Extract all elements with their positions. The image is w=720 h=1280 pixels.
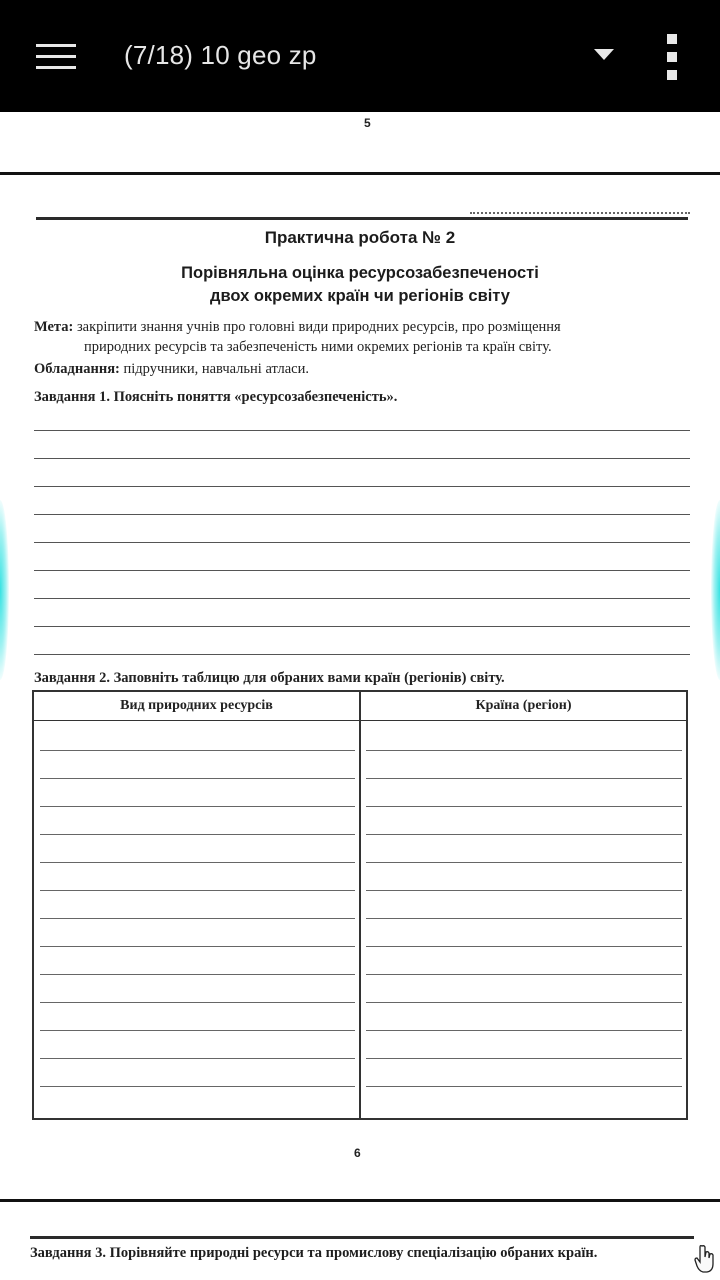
answer-line <box>34 598 690 599</box>
task-3-heading: Завдання 3. Порівняйте природні ресурси та промислову спеціалізацію обраних країн. <box>30 1245 598 1261</box>
table-row-line <box>40 750 355 751</box>
table-row-line <box>366 1086 682 1087</box>
table-row-line <box>40 1058 355 1059</box>
header-rule <box>36 217 688 220</box>
table-row-line <box>40 806 355 807</box>
resources-table <box>32 690 688 1120</box>
hamburger-menu-icon[interactable] <box>36 44 76 70</box>
dropdown-arrow-icon[interactable] <box>594 49 614 60</box>
table-row-line <box>366 778 682 779</box>
goal-label: Мета: <box>34 319 74 335</box>
table-row-line <box>40 890 355 891</box>
table-row-line <box>366 918 682 919</box>
answer-line <box>34 458 690 459</box>
page-title: Практична робота № 2 <box>264 228 456 247</box>
document-title: (7/18) 10 geo zp <box>124 40 317 70</box>
scroll-edge-glow-right <box>711 500 720 680</box>
table-row-line <box>40 974 355 975</box>
table-row-line <box>366 1058 682 1059</box>
table-row-line <box>40 778 355 779</box>
answer-line <box>34 654 690 655</box>
task-2-heading: Завдання 2. Заповніть таблицю для обраних вами країн (регіонів) світу. <box>34 670 505 686</box>
table-row-line <box>40 834 355 835</box>
subtitle-line-2: двох окремих країн чи регіонів світу <box>210 287 510 305</box>
page-number-middle: 6 <box>354 1146 361 1160</box>
table-row-line <box>40 918 355 919</box>
scroll-edge-glow-left <box>0 500 9 680</box>
answer-line <box>34 542 690 543</box>
goal-text-1: закріпити знання учнів про головні види природних ресурсів, про розміщення <box>76 319 561 335</box>
answer-line <box>34 486 690 487</box>
table-column-divider <box>359 692 361 1120</box>
equipment-text: підручники, навчальні атласи. <box>123 361 309 377</box>
table-row-line <box>366 806 682 807</box>
page-subtitle <box>60 262 660 308</box>
page-number-top: 5 <box>364 116 371 130</box>
answer-line <box>34 514 690 515</box>
page-separator <box>0 1199 720 1202</box>
answer-line <box>34 626 690 627</box>
answer-line <box>34 430 690 431</box>
table-row-line <box>366 890 682 891</box>
table-row-line <box>366 750 682 751</box>
table-row-line <box>366 834 682 835</box>
table-row-line <box>366 974 682 975</box>
table-row-line <box>366 1030 682 1031</box>
task-1-heading: Завдання 1. Поясніть поняття «ресурсозабезпеченість». <box>34 389 398 405</box>
goal-paragraph <box>34 317 696 357</box>
table-row-line <box>40 1030 355 1031</box>
table-row-line <box>366 1002 682 1003</box>
header-dotted-rule <box>470 212 690 214</box>
header-rule <box>30 1236 694 1239</box>
table-row-line <box>366 946 682 947</box>
equipment-paragraph <box>34 359 696 379</box>
goal-text-2: природних ресурсів та забезпеченість ними окремих регіонів та країн світу. <box>84 339 552 355</box>
app-bar <box>0 0 720 112</box>
table-row-line <box>40 1086 355 1087</box>
table-row-line <box>40 862 355 863</box>
more-vert-icon[interactable] <box>665 34 679 80</box>
answer-line <box>34 570 690 571</box>
table-row-line <box>366 862 682 863</box>
table-header-country: Країна (регіон) <box>475 698 572 713</box>
table-row-line <box>40 1002 355 1003</box>
table-header-resource-type: Вид природних ресурсів <box>120 698 273 713</box>
equipment-label: Обладнання: <box>34 361 120 377</box>
subtitle-line-1: Порівняльна оцінка ресурсозабезпеченості <box>181 264 539 282</box>
hand-cursor-icon <box>694 1244 716 1274</box>
table-row-line <box>40 946 355 947</box>
page-separator <box>0 172 720 175</box>
